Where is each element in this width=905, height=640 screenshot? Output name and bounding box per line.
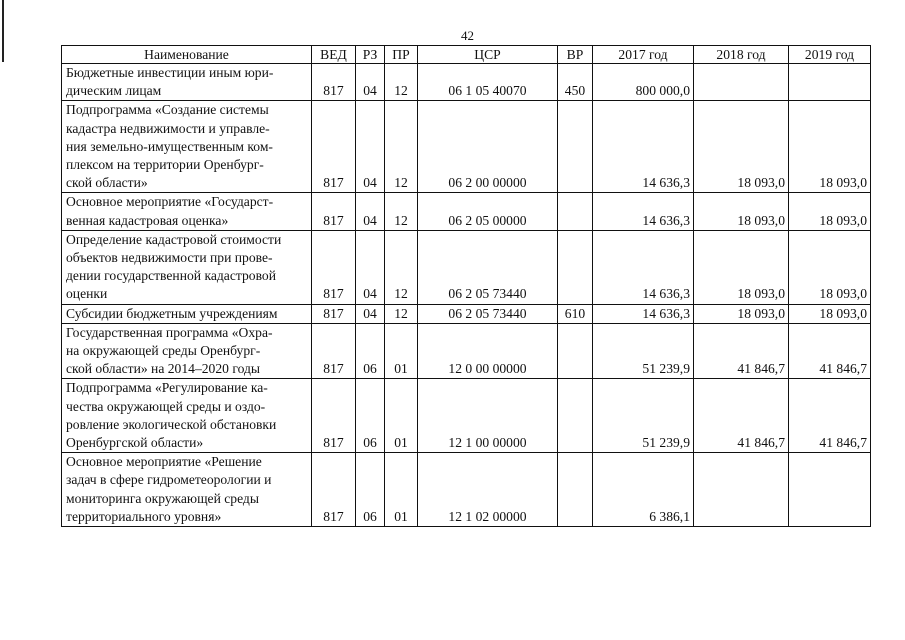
table-row xyxy=(62,101,871,193)
cell-pr: 01 xyxy=(385,323,418,379)
cell-name: Основное мероприятие «Государст- венная кадастровая оценка» xyxy=(62,193,312,230)
table-row xyxy=(62,323,871,379)
cell-y2019: 18 093,0 xyxy=(789,101,871,193)
cell-y2019: 18 093,0 xyxy=(789,304,871,323)
cell-y2019 xyxy=(789,64,871,101)
cell-y2018: 18 093,0 xyxy=(694,193,789,230)
cell-ved: 817 xyxy=(312,304,356,323)
cell-y2017: 14 636,3 xyxy=(593,304,694,323)
page-number: 42 xyxy=(461,28,474,43)
cell-name: Основное мероприятие «Решение задач в сфере гидрометеорологии и мониторинга окружающей среды территориального уровня» xyxy=(62,453,312,527)
cell-y2017: 51 239,9 xyxy=(593,323,694,379)
cell-y2017: 51 239,9 xyxy=(593,379,694,453)
cell-y2019 xyxy=(789,453,871,527)
header-csr: ЦСР xyxy=(418,46,558,64)
cell-vr xyxy=(558,453,593,527)
header-ved: ВЕД xyxy=(312,46,356,64)
cell-csr: 12 1 02 00000 xyxy=(418,453,558,527)
table-row xyxy=(62,64,871,101)
table-row xyxy=(62,193,871,230)
cell-ved: 817 xyxy=(312,323,356,379)
cell-rz: 06 xyxy=(356,453,385,527)
table-row xyxy=(62,379,871,453)
cell-csr: 12 0 00 00000 xyxy=(418,323,558,379)
header-2017: 2017 год xyxy=(593,46,694,64)
header-vr: ВР xyxy=(558,46,593,64)
cell-rz: 06 xyxy=(356,379,385,453)
cell-pr: 12 xyxy=(385,101,418,193)
cell-y2017: 800 000,0 xyxy=(593,64,694,101)
table-row xyxy=(62,304,871,323)
cell-y2017: 14 636,3 xyxy=(593,193,694,230)
cell-y2018 xyxy=(694,453,789,527)
cell-y2018 xyxy=(694,64,789,101)
table-header-row xyxy=(62,46,871,64)
cell-ved: 817 xyxy=(312,230,356,304)
cell-y2019: 18 093,0 xyxy=(789,193,871,230)
cell-y2018: 18 093,0 xyxy=(694,230,789,304)
cell-name: Государственная программа «Охра- на окружающей среды Оренбург- ской области» на 2014–2020 годы xyxy=(62,323,312,379)
cell-pr: 12 xyxy=(385,64,418,101)
cell-ved: 817 xyxy=(312,379,356,453)
cell-vr xyxy=(558,323,593,379)
cell-y2018: 41 846,7 xyxy=(694,379,789,453)
cell-vr: 610 xyxy=(558,304,593,323)
cell-csr: 12 1 00 00000 xyxy=(418,379,558,453)
cell-y2018: 18 093,0 xyxy=(694,101,789,193)
cell-rz: 06 xyxy=(356,323,385,379)
cell-vr xyxy=(558,230,593,304)
table-row xyxy=(62,230,871,304)
cell-ved: 817 xyxy=(312,453,356,527)
cell-ved: 817 xyxy=(312,64,356,101)
cell-name: Субсидии бюджетным учреждениям xyxy=(62,304,312,323)
cell-name: Подпрограмма «Создание системы кадастра недвижимости и управле- ния земельно-имущественным ком- плексом на территории Оренбург- ской области» xyxy=(62,101,312,193)
cell-pr: 12 xyxy=(385,304,418,323)
cell-y2019: 41 846,7 xyxy=(789,379,871,453)
cell-rz: 04 xyxy=(356,193,385,230)
header-pr: ПР xyxy=(385,46,418,64)
header-2018: 2018 год xyxy=(694,46,789,64)
cell-csr: 06 2 00 00000 xyxy=(418,101,558,193)
cell-y2017: 14 636,3 xyxy=(593,101,694,193)
cell-y2018: 41 846,7 xyxy=(694,323,789,379)
cell-name: Подпрограмма «Регулирование ка- чества окружающей среды и оздо- ровление экологической обстановки Оренбургской области» xyxy=(62,379,312,453)
cell-ved: 817 xyxy=(312,101,356,193)
cell-name: Определение кадастровой стоимости объектов недвижимости при прове- дении государственной кадастровой оценки xyxy=(62,230,312,304)
cell-vr xyxy=(558,193,593,230)
cell-ved: 817 xyxy=(312,193,356,230)
header-2019: 2019 год xyxy=(789,46,871,64)
cell-y2017: 14 636,3 xyxy=(593,230,694,304)
cell-y2017: 6 386,1 xyxy=(593,453,694,527)
cell-csr: 06 2 05 73440 xyxy=(418,230,558,304)
cell-y2018: 18 093,0 xyxy=(694,304,789,323)
header-rz: РЗ xyxy=(356,46,385,64)
cell-rz: 04 xyxy=(356,101,385,193)
cell-vr xyxy=(558,101,593,193)
cell-vr: 450 xyxy=(558,64,593,101)
cell-csr: 06 2 05 73440 xyxy=(418,304,558,323)
header-name: Наименование xyxy=(62,46,312,64)
cell-pr: 01 xyxy=(385,379,418,453)
cell-rz: 04 xyxy=(356,304,385,323)
cell-pr: 12 xyxy=(385,193,418,230)
cell-rz: 04 xyxy=(356,64,385,101)
cell-pr: 01 xyxy=(385,453,418,527)
cell-csr: 06 1 05 40070 xyxy=(418,64,558,101)
cell-name: Бюджетные инвестиции иным юри- дическим лицам xyxy=(62,64,312,101)
table-body xyxy=(62,64,871,527)
cell-rz: 04 xyxy=(356,230,385,304)
cell-y2019: 18 093,0 xyxy=(789,230,871,304)
cell-pr: 12 xyxy=(385,230,418,304)
budget-table xyxy=(61,45,871,527)
table-row xyxy=(62,453,871,527)
cell-csr: 06 2 05 00000 xyxy=(418,193,558,230)
cell-y2019: 41 846,7 xyxy=(789,323,871,379)
cell-vr xyxy=(558,379,593,453)
